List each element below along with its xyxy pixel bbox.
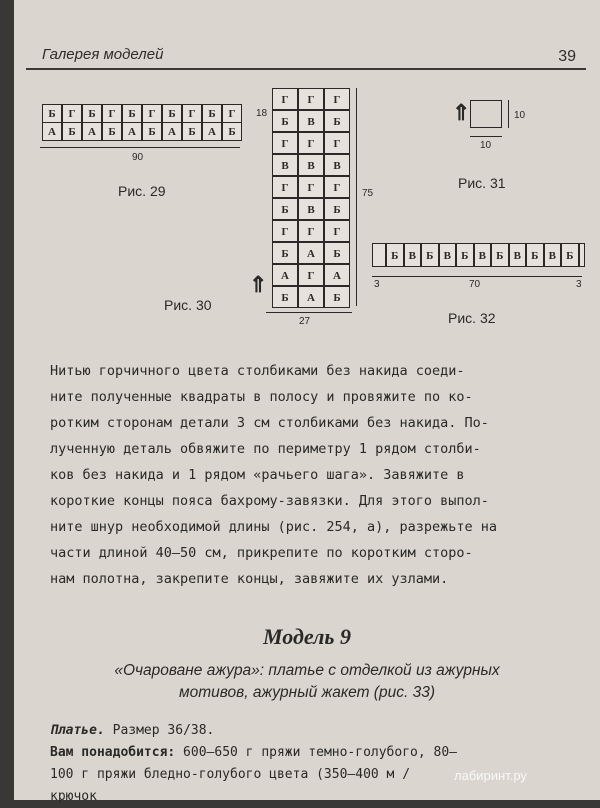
dress-need-label: Вам понадобится: xyxy=(50,745,176,760)
model-subtitle-line: мотивов, ажурный жакет (рис. 33) xyxy=(179,684,435,701)
fig30-cell: Б xyxy=(324,242,350,264)
fig32-margin-cell xyxy=(579,243,585,267)
dress-section xyxy=(50,720,600,808)
fig30-width-dim: 27 xyxy=(299,316,311,327)
fig32-width-line xyxy=(372,276,582,277)
fig32-label: Рис. 32 xyxy=(448,310,496,326)
fig29-cell: Б xyxy=(182,122,202,141)
fig30-cell: В xyxy=(298,110,324,132)
fig29-width-line xyxy=(40,147,240,148)
fig29-cell: Б xyxy=(202,104,222,123)
fig30-cell: Г xyxy=(272,220,298,242)
dress-size-line xyxy=(50,720,600,742)
fig30-cell: В xyxy=(272,154,298,176)
fig29-width-dim: 90 xyxy=(132,152,144,163)
fig29-cell: Г xyxy=(222,104,242,123)
fig30-cell: Г xyxy=(272,132,298,154)
fig29-cell: Б xyxy=(102,122,122,141)
fig29-cell: А xyxy=(82,122,102,141)
fig30-height-line xyxy=(356,88,357,306)
fig32-cell: В xyxy=(509,243,527,267)
fig29-cell: Б xyxy=(82,104,102,123)
model-subtitle xyxy=(14,660,600,704)
fig29-label: Рис. 29 xyxy=(118,183,166,199)
fig29-height-dim: 18 xyxy=(256,108,268,119)
fig32-left-dim: 3 xyxy=(374,279,380,290)
fig29-cell: Г xyxy=(102,104,122,123)
fig29-cell: А xyxy=(122,122,142,141)
dress-lead: Платье. xyxy=(50,723,105,738)
dress-need-line xyxy=(50,742,600,764)
watermark: лабиринт.ру xyxy=(454,768,527,783)
fig30-cell: В xyxy=(298,154,324,176)
fig29-cell: Б xyxy=(162,104,182,123)
paragraph-line: ротким сторонам детали 3 см столбиками без накида. По- xyxy=(50,415,489,431)
model-subtitle-line: «Очароване ажура»: платье с отделкой из ажурных xyxy=(114,662,500,679)
page-number: 39 xyxy=(558,48,576,65)
fig30-cell: А xyxy=(298,242,324,264)
fig31-width-dim: 10 xyxy=(480,140,492,151)
fig32-cell: В xyxy=(404,243,422,267)
fig30-cell: А xyxy=(272,264,298,286)
fig30-cell: Г xyxy=(272,88,298,110)
fig30-width-line xyxy=(266,312,352,313)
fig29-cell: Г xyxy=(142,104,162,123)
fig30-cell: Г xyxy=(324,220,350,242)
running-title: Галерея моделей xyxy=(42,46,164,63)
page-header xyxy=(26,40,586,70)
paragraph-line: ните шнур необходимой длины (рис. 254, а), разрежьте на xyxy=(50,519,498,535)
fig30-cell: Б xyxy=(272,110,298,132)
fig30-cell: Г xyxy=(324,132,350,154)
fig31-width-line xyxy=(470,136,502,137)
model-heading: Модель 9 xyxy=(263,624,351,649)
fig32-cell: Б xyxy=(491,243,509,267)
fig32-cell: Б xyxy=(561,243,579,267)
fig31-height-line xyxy=(508,100,509,128)
fig30-label: Рис. 30 xyxy=(164,297,212,313)
body-paragraph xyxy=(50,358,600,592)
fig30-cell: Г xyxy=(324,176,350,198)
fig30-cell: Б xyxy=(324,198,350,220)
fig29-cell: Б xyxy=(62,122,82,141)
fig32-cell: В xyxy=(474,243,492,267)
fig30-cell: Б xyxy=(324,286,350,308)
fig30-cell: Г xyxy=(298,132,324,154)
fig32-width-dim: 70 xyxy=(469,279,481,290)
fig30-cell: А xyxy=(324,264,350,286)
fig30-cell: Б xyxy=(272,286,298,308)
fig32-cell: Б xyxy=(386,243,404,267)
dress-line-4: крючок xyxy=(50,789,97,804)
fig31-arrow-up-icon: ⇑ xyxy=(452,100,471,125)
fig29-cell: А xyxy=(202,122,222,141)
fig29-cell: Б xyxy=(142,122,162,141)
fig30-height-dim: 75 xyxy=(362,188,374,199)
fig30-cell: В xyxy=(298,198,324,220)
paragraph-line: Нитью горчичного цвета столбиками без накида соеди- xyxy=(50,363,465,379)
header-rule xyxy=(26,68,586,70)
dress-size: Размер 36/38. xyxy=(104,723,215,738)
paragraph-line: части длиной 40–50 см, прикрепите по коротким сторо- xyxy=(50,545,473,561)
fig30-cell: Г xyxy=(324,88,350,110)
paragraph-line: ков без накида и 1 рядом «рачьего шага». Завяжите в xyxy=(50,467,465,483)
fig32-cell: В xyxy=(544,243,562,267)
fig31-square xyxy=(470,100,502,128)
fig32-margin-cell xyxy=(372,243,386,267)
fig29-cell: Г xyxy=(182,104,202,123)
dress-need-text: 600–650 г пряжи темно-голубого, 80– xyxy=(175,745,457,760)
fig30-cell: Б xyxy=(272,198,298,220)
fig29-cell: Б xyxy=(42,104,62,123)
fig32-right-dim: 3 xyxy=(576,279,582,290)
fig32-cell: Б xyxy=(526,243,544,267)
fig30-cell: Г xyxy=(298,176,324,198)
fig29-cell: Б xyxy=(222,122,242,141)
fig32-cell: В xyxy=(439,243,457,267)
paragraph-line: короткие концы пояса бахрому-завязки. Для этого выпол- xyxy=(50,493,489,509)
paragraph-line: лученную деталь обвяжите по периметру 1 рядом столби- xyxy=(50,441,481,457)
fig30-cell: Б xyxy=(272,242,298,264)
book-page xyxy=(14,0,600,804)
fig30-arrow-up-icon: ⇑ xyxy=(249,272,268,297)
fig30-cell: Б xyxy=(324,110,350,132)
fig31-height-dim: 10 xyxy=(514,110,526,121)
fig31-label: Рис. 31 xyxy=(458,175,506,191)
fig29-cell: А xyxy=(162,122,182,141)
paragraph-line: нам полотна, закрепите концы, завяжите их узлами. xyxy=(50,571,449,587)
fig30-cell: Г xyxy=(298,264,324,286)
fig29-cell: Б xyxy=(122,104,142,123)
fig30-cell: Г xyxy=(298,220,324,242)
fig30-cell: А xyxy=(298,286,324,308)
paragraph-line: ните полученные квадраты в полосу и провяжите по ко- xyxy=(50,389,473,405)
fig29-cell: Г xyxy=(62,104,82,123)
fig29-cell: А xyxy=(42,122,62,141)
fig32-cell: Б xyxy=(421,243,439,267)
fig30-cell: Г xyxy=(272,176,298,198)
fig30-cell: В xyxy=(324,154,350,176)
fig30-cell: Г xyxy=(298,88,324,110)
fig32-cell: Б xyxy=(456,243,474,267)
dress-line-3: 100 г пряжи бледно-голубого цвета (350–400 м / xyxy=(50,767,411,782)
